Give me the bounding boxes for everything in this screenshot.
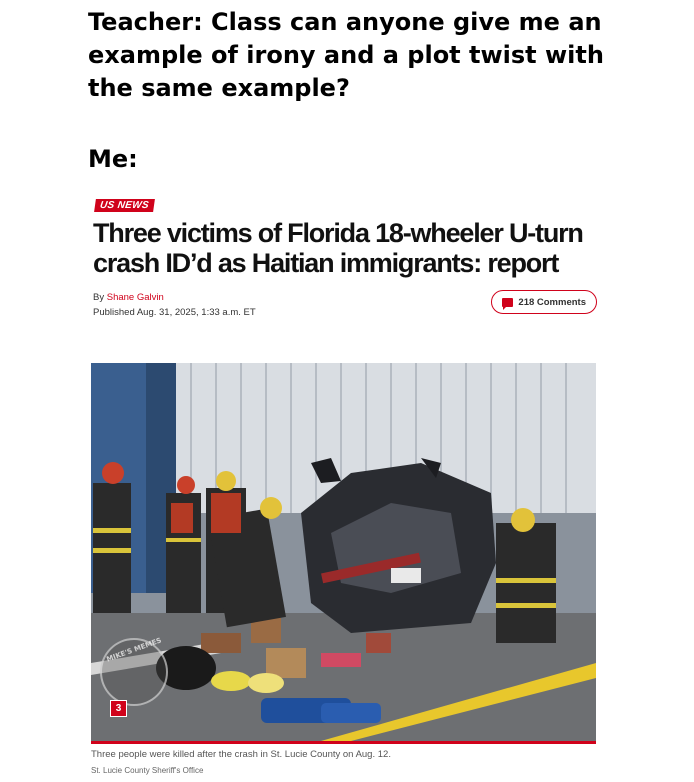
photo-caption: Three people were killed after the crash in St. Lucie County on Aug. 12.	[91, 749, 391, 760]
comments-count: 218 Comments	[518, 296, 586, 308]
news-article	[91, 193, 597, 324]
byline	[93, 290, 256, 320]
meme-question-text: Teacher: Class can anyone give me an example of irony and a plot twist with the same example?	[88, 8, 604, 102]
published-date: Published Aug. 31, 2025, 1:33 a.m. ET	[93, 307, 256, 318]
watermark-logo	[100, 638, 168, 706]
section-badge[interactable]: US NEWS	[94, 199, 155, 212]
comments-button[interactable]	[491, 290, 597, 314]
byline-row	[91, 290, 597, 324]
author-link[interactable]: Shane Galvin	[106, 292, 164, 303]
byline-prefix: By	[93, 292, 107, 303]
photo-credit: St. Lucie County Sheriff's Office	[91, 766, 204, 775]
watermark-text: MIKE'S MEMES	[105, 636, 163, 664]
comment-icon	[502, 298, 513, 307]
meme-answer-label: Me:	[88, 145, 138, 173]
photo-count-badge[interactable]: 3	[110, 700, 127, 717]
article-headline: Three victims of Florida 18-wheeler U-turn crash ID’d as Haitian immigrants: report	[93, 218, 583, 278]
caption-divider	[91, 741, 596, 744]
article-photo[interactable]	[91, 363, 596, 741]
